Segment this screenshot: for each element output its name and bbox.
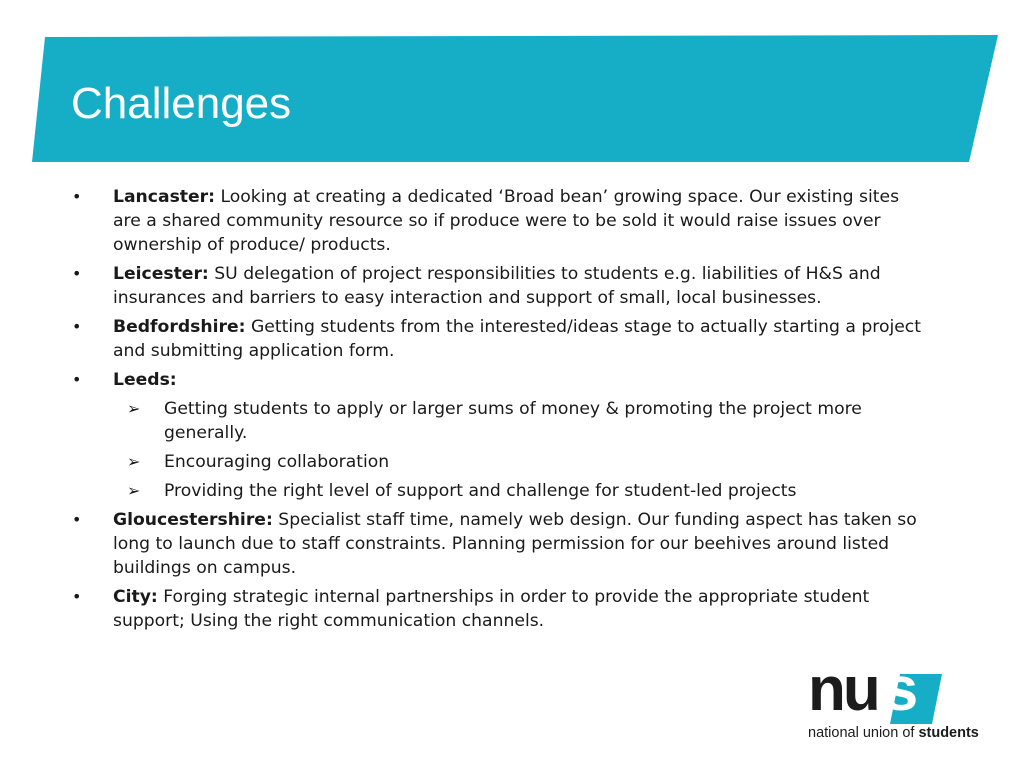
nus-logo [808, 655, 998, 748]
bullet-label: Gloucestershire: [113, 510, 273, 530]
nus-logo-letters-accent: s [883, 655, 916, 724]
bullet-label: Leicester: [113, 264, 209, 284]
bullet-item-city [72, 585, 932, 633]
bullet-dot-icon: • [72, 264, 82, 283]
bullet-dot-icon: • [72, 587, 82, 606]
arrowhead-bullet-icon: ➢ [127, 481, 141, 500]
bullet-item-bedfordshire [72, 315, 932, 363]
bullet-item-leeds [72, 368, 932, 392]
bullet-dot-icon: • [72, 187, 82, 206]
sub-bullet-item [72, 397, 932, 445]
sub-bullet-item [72, 479, 932, 503]
arrowhead-bullet-icon: ➢ [127, 452, 141, 471]
bullet-label: Leeds: [113, 370, 177, 390]
sub-bullet-item [72, 450, 932, 474]
nus-logo-tagline-prefix: national union of [808, 725, 919, 741]
sub-bullet-text: Providing the right level of support and challenge for student-led projects [164, 481, 797, 501]
bullet-dot-icon: • [72, 510, 82, 529]
nus-logo-tagline-bold: students [918, 725, 979, 741]
bullet-item-leicester [72, 262, 932, 310]
bullet-text: SU delegation of project responsibilities to students e.g. liabilities of H&S and insurances and barriers to easy interaction and support of small, local businesses. [113, 264, 881, 308]
bullet-text: Forging strategic internal partnerships in order to provide the appropriate student support; Using the right communication channels. [113, 587, 870, 631]
sub-bullet-list-leeds [72, 397, 932, 503]
bullet-label: Lancaster: [113, 187, 216, 207]
bullet-label: City: [113, 587, 158, 607]
bullet-text: Looking at creating a dedicated ‘Broad bean’ growing space. Our existing sites are a shared community resource so if produce were to be sold it would raise issues over ownership of produce/ products. [113, 187, 900, 255]
bullet-dot-icon: • [72, 317, 82, 336]
bullet-item-lancaster [72, 185, 932, 257]
nus-logo-letters-main: nu [808, 655, 878, 724]
sub-bullet-text: Encouraging collaboration [164, 452, 390, 472]
bullet-text: Specialist staff time, namely web design. Our funding aspect has taken so long to launch due to staff constraints. Planning permission for our beehives around listed buildings on campus. [113, 510, 917, 578]
bullet-list [72, 185, 932, 638]
bullet-dot-icon: • [72, 370, 82, 389]
nus-logo-tagline [808, 724, 979, 742]
bullet-text: Getting students from the interested/ideas stage to actually starting a project and submitting application form. [113, 317, 921, 361]
bullet-label: Bedfordshire: [113, 317, 246, 337]
title-banner [0, 0, 1024, 170]
nus-logo-mark [808, 655, 942, 724]
arrowhead-bullet-icon: ➢ [127, 399, 141, 418]
sub-bullet-text: Getting students to apply or larger sums of money & promoting the project more generally. [164, 399, 862, 443]
bullet-item-gloucestershire [72, 508, 932, 580]
nus-logo-letters [808, 655, 916, 724]
slide-title: Challenges [71, 79, 292, 128]
